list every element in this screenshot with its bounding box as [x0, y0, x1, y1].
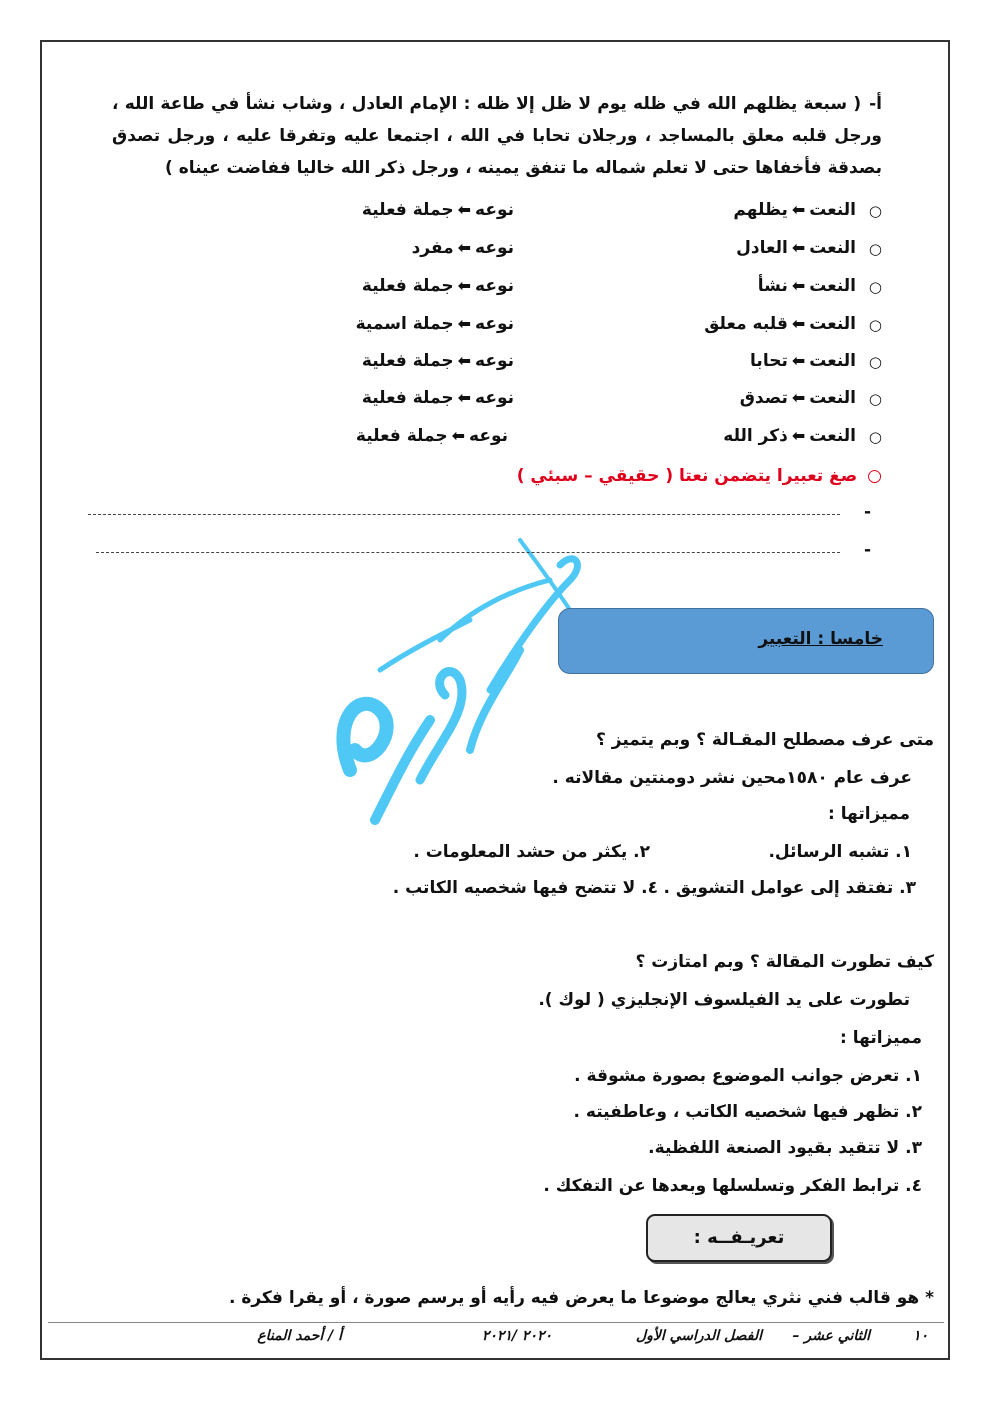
naat-type: جملة اسمية	[355, 314, 454, 334]
naat-word: قلبه معلق	[704, 314, 788, 334]
q1-feature-3: ٣. تفتقد إلى عوامل التشويق .	[663, 878, 916, 898]
type-label: نوعه	[475, 388, 514, 408]
expression-task	[517, 466, 882, 486]
left-arrow-icon: ⬅	[791, 426, 806, 445]
footer-divider	[48, 1322, 944, 1323]
q2-feature-2: ٢. تظهر فيها شخصيه الكاتب ، وعاطفيته .	[573, 1102, 922, 1122]
type-label: نوعه	[475, 200, 514, 220]
left-arrow-icon: ⬅	[457, 314, 472, 333]
analysis-bullet: ○	[868, 240, 882, 258]
left-arrow-icon: ⬅	[791, 388, 806, 407]
left-arrow-icon: ⬅	[791, 276, 806, 295]
naat-word: ذكر الله	[723, 426, 788, 446]
q2-answer: تطورت على يد الفيلسوف الإنجليزي ( لوك ).	[538, 990, 910, 1010]
q2-question: كيف تطورت المقالة ؟ وبم امتازت ؟	[635, 952, 934, 972]
naat-item	[723, 426, 856, 446]
q1-question: متى عرف مصطلح المقـالة ؟ وبم يتميز ؟	[595, 730, 934, 750]
left-arrow-icon: ⬅	[791, 238, 806, 257]
answer-line-2[interactable]	[96, 552, 840, 553]
footer-term: الفصل الدراسي الأول	[635, 1328, 762, 1344]
left-arrow-icon: ⬅	[791, 200, 806, 219]
section-header-box	[558, 608, 934, 674]
naat-type-item	[356, 314, 514, 334]
analysis-bullet: ○	[868, 428, 882, 446]
type-label: نوعه	[475, 276, 514, 296]
naat-item	[750, 351, 856, 371]
left-arrow-icon: ⬅	[457, 238, 472, 257]
answer-mark-1: -	[864, 502, 872, 522]
analysis-bullet: ○	[868, 278, 882, 296]
type-label: نوعه	[469, 426, 508, 446]
naat-word: يظلهم	[733, 200, 788, 220]
naat-type-item	[362, 200, 514, 220]
q1-answer: عرف عام ١٥٨٠محين نشر دومنتين مقالاته .	[552, 768, 912, 788]
q1-features-label: مميزاتها :	[828, 804, 910, 824]
naat-label: النعت	[809, 314, 856, 334]
naat-type-item	[362, 388, 514, 408]
naat-item	[704, 314, 856, 334]
naat-item	[736, 238, 856, 258]
type-label: نوعه	[475, 238, 514, 258]
q1-feature-2: ٢. يكثر من حشد المعلومات .	[413, 842, 650, 862]
naat-label: النعت	[809, 276, 856, 296]
task-text: صغ تعبيرا يتضمن نعتا ( حقيقي – سبئي )	[516, 466, 858, 486]
naat-type: جملة فعلية	[361, 388, 454, 408]
naat-label: النعت	[809, 388, 856, 408]
naat-item	[758, 276, 856, 296]
naat-label: النعت	[809, 200, 856, 220]
q1-feature-1: ١. تشبه الرسائل.	[768, 842, 912, 862]
naat-type-item	[412, 238, 514, 258]
naat-type: جملة فعلية	[361, 351, 454, 371]
naat-item	[733, 200, 856, 220]
left-arrow-icon: ⬅	[791, 351, 806, 370]
footer-page-number: ١٠	[912, 1328, 928, 1344]
footer-author: أ / أحمد المناع	[257, 1328, 342, 1344]
paragraph-label: أ-	[869, 94, 882, 114]
answer-mark-2: -	[864, 540, 872, 560]
naat-word: تحابا	[750, 351, 788, 371]
left-arrow-icon: ⬅	[451, 426, 466, 445]
q1-feature-4: ٤. لا تتضح فيها شخصيه الكاتب .	[392, 878, 658, 898]
q2-feature-4: ٤. ترابط الفكر وتسلسلها وبعدها عن التفكك .	[543, 1176, 922, 1196]
naat-type: جملة فعلية	[355, 426, 448, 446]
analysis-bullet: ○	[868, 202, 882, 220]
naat-type: مفرد	[411, 238, 454, 258]
q2-feature-1: ١. تعرض جوانب الموضوع بصورة مشوقة .	[574, 1066, 922, 1086]
naat-type: جملة فعلية	[361, 200, 454, 220]
naat-item	[740, 388, 856, 408]
hadith-paragraph	[112, 88, 882, 184]
naat-label: النعت	[809, 351, 856, 371]
analysis-bullet: ○	[868, 390, 882, 408]
naat-type-item	[356, 426, 508, 446]
left-arrow-icon: ⬅	[457, 200, 472, 219]
naat-word: تصدق	[739, 388, 788, 408]
paragraph-text: ( سبعة يظلهم الله في ظله يوم لا ظل إلا ظله : الإمام العادل ، وشاب نشأ في طاعة الله ، ورجل قلبه معلق بالمساجد ، ورجلان تحابا في الله ، اجتمعا عليه وتفرقا عليه ، ورجل تصدق بصدقة فأخفاها حتى لا تعلم شماله ما تنفق يمينه ، ورجل ذكر الله خاليا ففاضت عيناه )	[112, 94, 882, 178]
left-arrow-icon: ⬅	[457, 276, 472, 295]
definition-box	[646, 1214, 832, 1262]
definition-title: تعريـفــه :	[693, 1227, 785, 1248]
naat-type-item	[362, 276, 514, 296]
section-title: خامسا : التعبير	[758, 629, 883, 649]
q2-features-label: مميزاتها :	[840, 1028, 922, 1048]
footer-grade: الثاني عشر –	[792, 1328, 870, 1344]
naat-word: نشأ	[757, 276, 788, 296]
definition-text: * هو قالب فني نثري يعالج موضوعا ما يعرض فيه رأيه أو يرسم صورة ، أو يقرا فكرة .	[228, 1288, 934, 1308]
analysis-bullet: ○	[868, 353, 882, 371]
signature-watermark	[320, 520, 600, 850]
naat-word: العادل	[736, 238, 788, 258]
q2-feature-3: ٣. لا تتقيد بقيود الصنعة اللفظية.	[648, 1138, 922, 1158]
type-label: نوعه	[475, 351, 514, 371]
footer-year: ٢٠٢٠ /٢٠٢١	[481, 1328, 552, 1344]
left-arrow-icon: ⬅	[791, 314, 806, 333]
left-arrow-icon: ⬅	[457, 351, 472, 370]
naat-label: النعت	[809, 426, 856, 446]
naat-label: النعت	[809, 238, 856, 258]
analysis-bullet: ○	[868, 316, 882, 334]
naat-type-item	[362, 351, 514, 371]
task-bullet: ○	[867, 466, 882, 486]
type-label: نوعه	[475, 314, 514, 334]
answer-line-1[interactable]	[88, 514, 840, 515]
left-arrow-icon: ⬅	[457, 388, 472, 407]
naat-type: جملة فعلية	[361, 276, 454, 296]
